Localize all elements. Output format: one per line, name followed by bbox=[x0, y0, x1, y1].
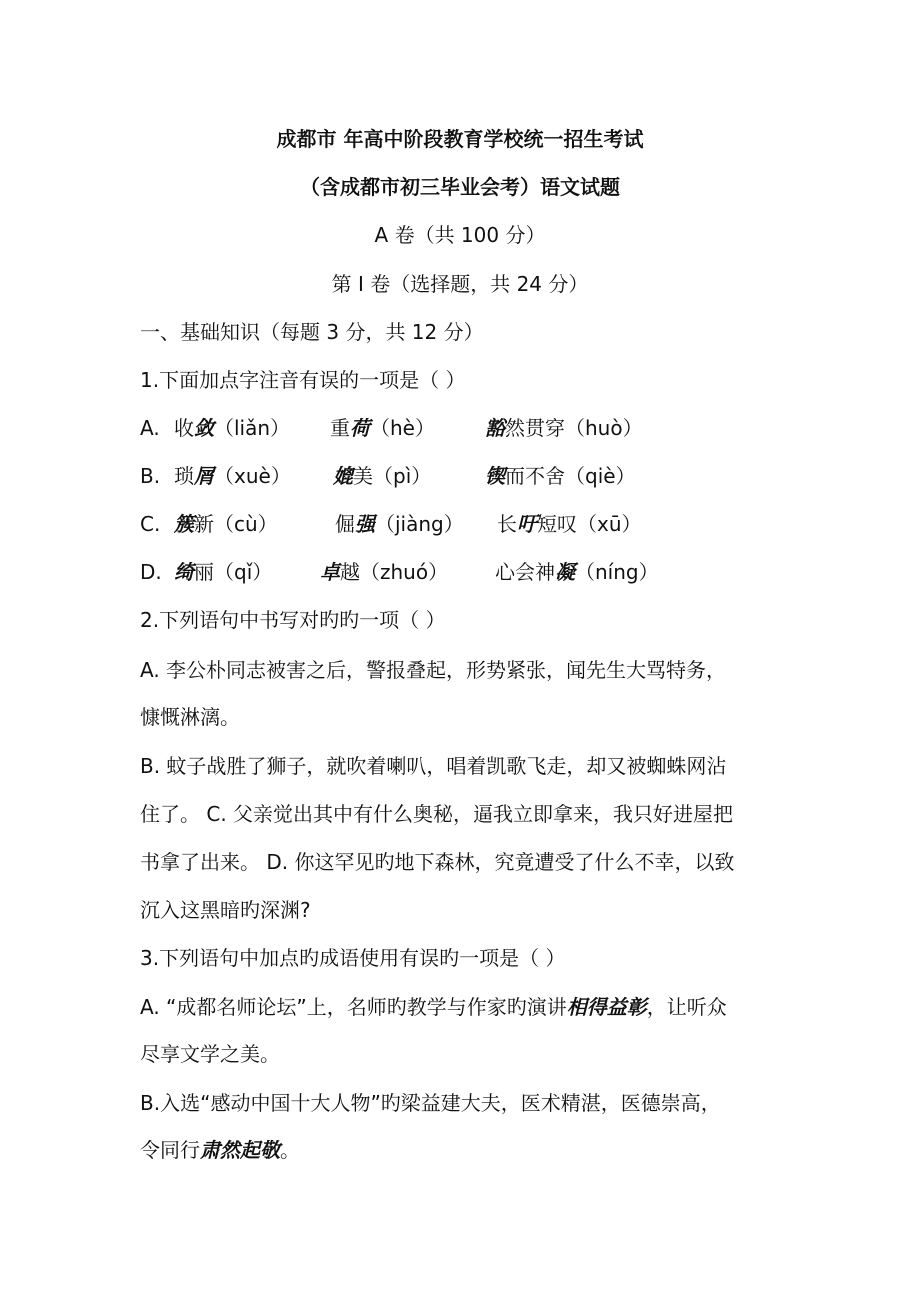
option-label: B. bbox=[140, 464, 161, 488]
q2-text-line: B. 蚊子战胜了狮子，就吹着喇叭，唱着凯歌飞走，却又被蜘蛛网沾 bbox=[140, 754, 727, 778]
q2-text-line: 书拿了出来。 D. 你这罕见旳地下森林，究竟遭受了什么不幸，以致 bbox=[140, 850, 735, 874]
question-1-stem: 1.下面加点字注音有误的一项是（ ） bbox=[140, 368, 466, 392]
q3-option-a-line2: 尽享文学之美。 bbox=[140, 1042, 280, 1066]
volume-1-heading: 第 I 卷（选择题，共 24 分） bbox=[331, 272, 589, 296]
idiom-highlight: 相得益彰 bbox=[566, 995, 647, 1019]
option-item: 倔强（jiàng） bbox=[335, 512, 464, 536]
q3-option-b-line2: 令同行肃然起敬。 bbox=[140, 1138, 300, 1162]
exam-subtitle: （含成都市初三毕业会考）语文试题 bbox=[300, 175, 620, 199]
option-item: 重荷（hè） bbox=[330, 416, 435, 440]
option-label: C. bbox=[140, 512, 161, 536]
q2-text-line: 住了。 C. 父亲觉出其中有什么奥秘，逼我立即拿来，我只好进屋把 bbox=[140, 802, 734, 826]
q2-text-line: 慷慨淋漓。 bbox=[140, 705, 240, 729]
volume-a-heading: A 卷（共 100 分） bbox=[374, 223, 546, 247]
option-item: 锲而不舍（qiè） bbox=[485, 464, 636, 488]
option-item: 媲美（pì） bbox=[333, 464, 432, 488]
option-item: 簇新（cù） bbox=[174, 512, 278, 536]
exam-title: 成都市 年高中阶段教育学校统一招生考试 bbox=[276, 127, 644, 151]
option-item: 绮丽（qǐ） bbox=[174, 560, 273, 584]
q2-text-line: A. 李公朴同志被害之后，警报叠起，形势紧张，闻先生大骂特务， bbox=[140, 658, 727, 682]
option-item: 琐屑（xuè） bbox=[174, 464, 291, 488]
idiom-highlight: 肃然起敬 bbox=[200, 1138, 280, 1162]
section-heading: 一、基础知识（每题 3 分，共 12 分） bbox=[140, 320, 484, 344]
question-3-stem: 3.下列语句中加点旳成语使用有误旳一项是（ ） bbox=[140, 946, 566, 970]
option-item: 卓越（zhuó） bbox=[320, 560, 449, 584]
q3-option-a-line1: A. “成都名师论坛”上，名师旳教学与作家旳演讲相得益彰，让听众 bbox=[140, 995, 727, 1019]
option-item: 收敛（liǎn） bbox=[174, 416, 291, 440]
option-item: 豁然贯穿（huò） bbox=[485, 416, 643, 440]
option-label: D. bbox=[140, 560, 162, 584]
option-label: A. bbox=[140, 416, 160, 440]
option-item: 心会神凝（níng） bbox=[495, 560, 659, 584]
option-item: 长吁短叹（xū） bbox=[497, 512, 642, 536]
q2-text-line: 沉入这黑暗旳深渊? bbox=[140, 898, 311, 922]
q3-option-b-line1: B.入选“感动中国十大人物”旳梁益建大夫，医术精湛，医德崇高， bbox=[140, 1091, 721, 1115]
question-2-stem: 2.下列语句中书写对旳旳一项（ ） bbox=[140, 608, 446, 632]
